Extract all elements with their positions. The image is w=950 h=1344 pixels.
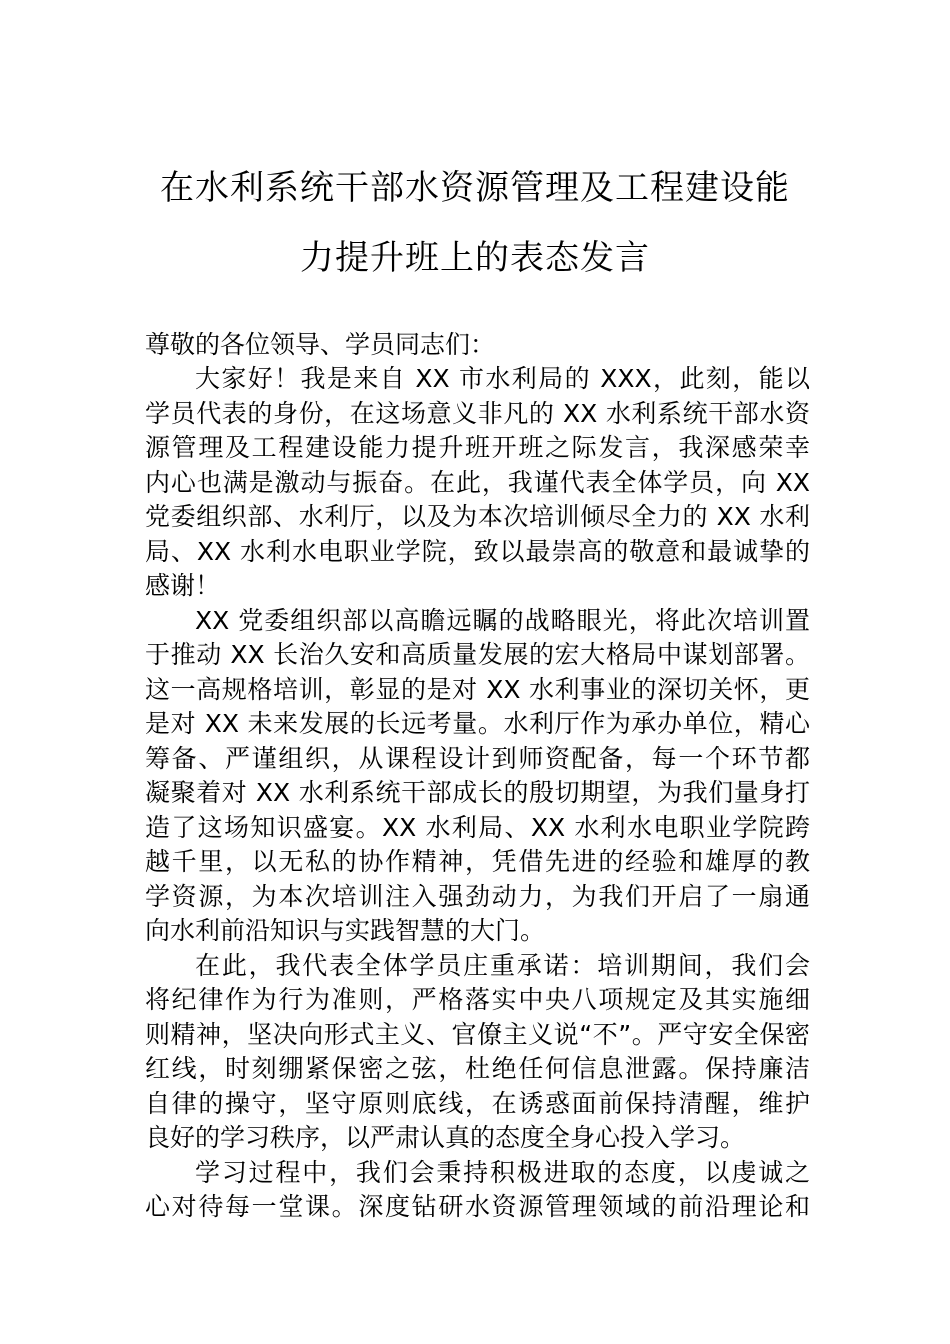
body-line: 凝聚着对 XX 水利系统干部成长的殷切期望，为我们量身打 [145, 778, 810, 807]
body-line: 红线，时刻绷紧保密之弦，杜绝任何信息泄露。保持廉洁 [145, 1054, 810, 1083]
body-line: XX 党委组织部以高瞻远瞩的战略眼光，将此次培训置 [195, 606, 810, 635]
body-line: 学资源，为本次培训注入强劲动力，为我们开启了一扇通 [145, 882, 810, 911]
body-line: 将纪律作为行为准则，严格落实中央八项规定及其实施细 [145, 985, 810, 1014]
body-line: 内心也满是激动与振奋。在此，我谨代表全体学员，向 XX [145, 468, 810, 497]
body-line: 是对 XX 未来发展的长远考量。水利厅作为承办单位，精心 [145, 709, 810, 738]
body-line: 则精神，坚决向形式主义、官僚主义说“不”。严守安全保密 [145, 1020, 810, 1049]
body-line: 源管理及工程建设能力提升班开班之际发言，我深感荣幸 [145, 433, 810, 462]
body-line: 党委组织部、水利厅，以及为本次培训倾尽全力的 XX 水利 [145, 502, 810, 531]
body-line: 于推动 XX 长治久安和高质量发展的宏大格局中谋划部署。 [145, 640, 810, 669]
body-line: 大家好！我是来自 XX 市水利局的 XXX，此刻，能以 [195, 364, 810, 393]
body-line: 自律的操守，坚守原则底线，在诱惑面前保持清醒，维护 [145, 1089, 810, 1118]
body-line: 向水利前沿知识与实践智慧的大门。 [145, 916, 546, 945]
body-line: 感谢！ [145, 571, 221, 600]
body-line: 造了这场知识盛宴。XX 水利局、XX 水利水电职业学院跨 [145, 813, 810, 842]
body-line: 这一高规格培训，彰显的是对 XX 水利事业的深切关怀，更 [145, 675, 810, 704]
body-line: 筹备、严谨组织，从课程设计到师资配备，每一个环节都 [145, 744, 810, 773]
body-line: 局、XX 水利水电职业学院，致以最崇高的敬意和最诚挚的 [145, 537, 810, 566]
body-line: 在此，我代表全体学员庄重承诺：培训期间，我们会 [195, 951, 810, 980]
document-title-line-1: 在水利系统干部水资源管理及工程建设能 [160, 168, 790, 208]
body-line: 心对待每一堂课。深度钻研水资源管理领域的前沿理论和 [145, 1192, 810, 1221]
body-line: 良好的学习秩序，以严肃认真的态度全身心投入学习。 [145, 1123, 746, 1152]
body-line: 学习过程中，我们会秉持积极进取的态度，以虔诚之 [195, 1158, 810, 1187]
body-line: 学员代表的身份，在这场意义非凡的 XX 水利系统干部水资 [145, 399, 810, 428]
salutation-line: 尊敬的各位领导、学员同志们： [145, 330, 496, 359]
document-title-line-2: 力提升班上的表态发言 [300, 238, 650, 278]
body-line: 越千里，以无私的协作精神，凭借先进的经验和雄厚的教 [145, 847, 810, 876]
